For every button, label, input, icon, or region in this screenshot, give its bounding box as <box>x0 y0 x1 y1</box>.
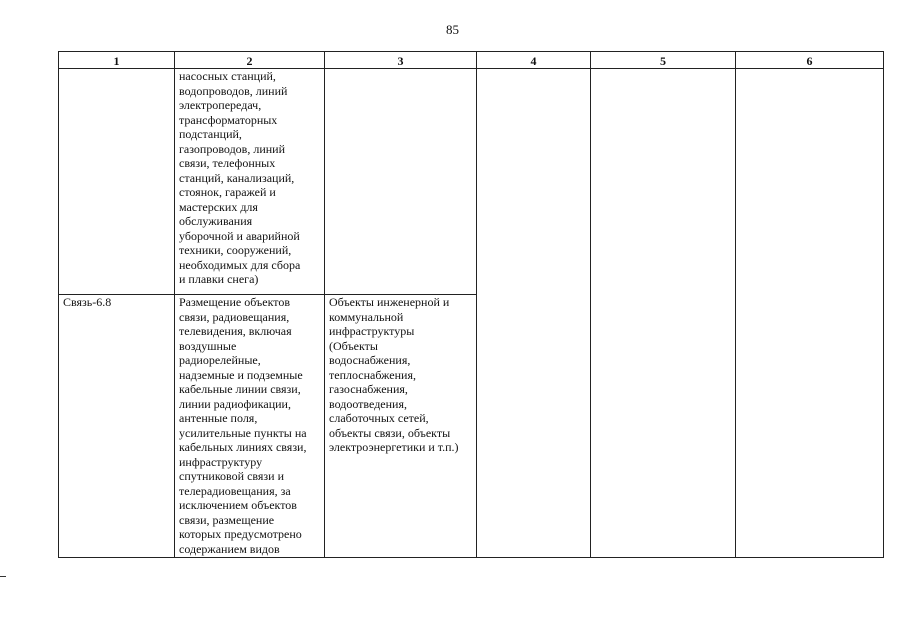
header-col-5: 5 <box>591 52 736 69</box>
cell-text-line: насосных станций, <box>179 69 276 83</box>
cell-text-line: водоснабжения, <box>329 353 411 367</box>
cell-description <box>175 295 325 558</box>
cell-permitted-objects <box>325 69 477 295</box>
cell-text-line: и плавки снега) <box>179 272 259 286</box>
cell-permitted-objects <box>325 295 477 558</box>
cell-text-line: которых предусмотрено <box>179 527 302 541</box>
cell-text-line: исключением объектов <box>179 498 297 512</box>
cell-code: Связь-6.8 <box>59 295 175 558</box>
cell-text-line: подстанций, <box>179 127 242 141</box>
cell-description <box>175 69 325 295</box>
cell-text-line: телерадиовещания, за <box>179 483 291 498</box>
cell-text-line: электропередач, <box>179 98 262 112</box>
cell-text-line: водопроводов, линий <box>179 83 288 98</box>
cell-text-line: трансформаторных <box>179 112 278 127</box>
cell-col-5 <box>591 69 736 558</box>
table-header-row <box>59 52 884 69</box>
cell-text-line: коммунальной <box>329 309 404 324</box>
cell-col-6 <box>736 69 884 558</box>
cell-text-line: телевидения, включая <box>179 324 292 338</box>
cell-text-line: Объекты инженерной и <box>329 295 450 309</box>
header-col-1: 1 <box>59 52 175 69</box>
cell-text-line: связи, размещение <box>179 512 275 527</box>
cell-col-4 <box>477 69 591 558</box>
cell-text-line: уборочной и аварийной <box>179 228 300 243</box>
cell-text-line: связи, телефонных <box>179 156 276 170</box>
cell-text-line: станций, канализаций, <box>179 170 295 185</box>
cell-text-line: стоянок, гаражей и <box>179 185 276 199</box>
cell-text-line: необходимых для сбора <box>179 257 301 272</box>
cell-text-line: антенные поля, <box>179 411 258 425</box>
table-row-continuation <box>59 69 884 295</box>
cell-text-line: обслуживания <box>179 214 253 228</box>
land-use-table <box>58 51 884 558</box>
cell-text-line: техники, сооружений, <box>179 243 292 257</box>
cell-text-line: линии радиофикации, <box>179 396 291 411</box>
cell-text-line: кабельные линии связи, <box>179 382 301 396</box>
cell-text-line: электроэнергетики и т.п.) <box>329 440 459 454</box>
page-number: 85 <box>446 22 459 37</box>
cell-text-line: спутниковой связи и <box>179 469 284 483</box>
cell-text-line: теплоснабжения, <box>329 367 416 382</box>
cell-text-line: слаботочных сетей, <box>329 411 429 425</box>
header-col-6: 6 <box>736 52 884 69</box>
cell-text-line: связи, радиовещания, <box>179 309 290 324</box>
cell-text-line: Размещение объектов <box>179 295 290 309</box>
cell-text-line: воздушные <box>179 338 237 353</box>
cell-text-line: (Объекты <box>329 338 378 353</box>
cell-text-line: кабельных линиях связи, <box>179 440 307 454</box>
margin-mark <box>0 576 6 577</box>
header-col-2: 2 <box>175 52 325 69</box>
header-col-3: 3 <box>325 52 477 69</box>
cell-text-line: надземные и подземные <box>179 367 303 382</box>
cell-text-line: инфраструктуру <box>179 454 263 469</box>
cell-text-line: радиорелейные, <box>179 353 261 367</box>
cell-text-line: усилительные пункты на <box>179 425 307 440</box>
header-col-4: 4 <box>477 52 591 69</box>
cell-code <box>59 69 175 295</box>
cell-text-line: инфраструктуры <box>329 324 415 338</box>
cell-text-line: содержанием видов <box>179 541 280 556</box>
cell-text-line: объекты связи, объекты <box>329 425 451 440</box>
cell-text-line: водоотведения, <box>329 396 407 411</box>
cell-text-line: мастерских для <box>179 199 258 214</box>
cell-text-line: газоснабжения, <box>329 382 408 396</box>
cell-text-line: газопроводов, линий <box>179 141 286 156</box>
